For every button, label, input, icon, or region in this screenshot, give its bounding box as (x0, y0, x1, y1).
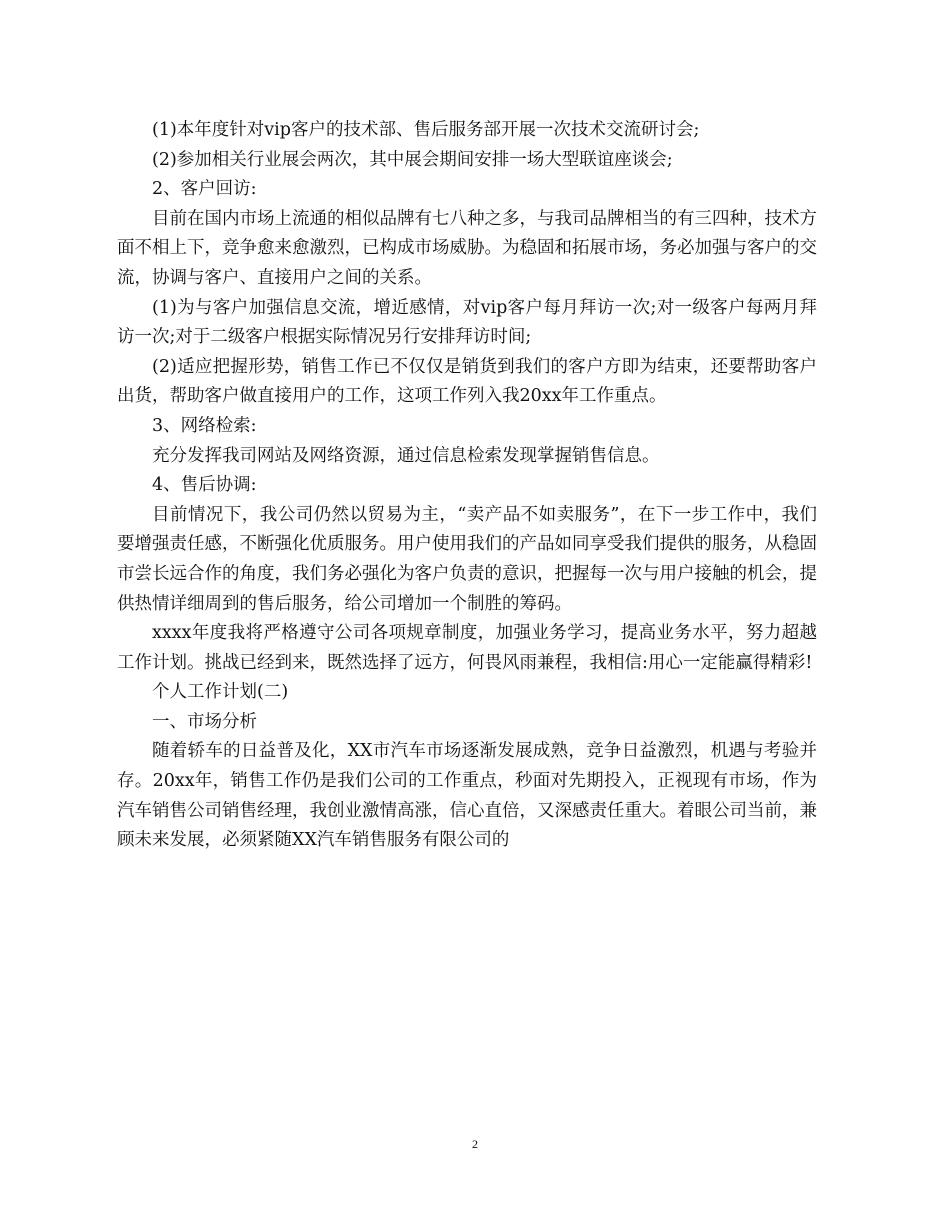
section-heading-customer-visit: 2、客户回访: (152, 179, 257, 200)
section-heading-network-search: 3、网络检索: (152, 415, 257, 436)
section-heading-market-analysis: 一、市场分析 (152, 711, 257, 732)
paragraph-1: (1)本年度针对vip客户的技术部、售后服务部开展一次技术交流研讨会; (152, 120, 700, 140)
document-body (117, 116, 817, 856)
paragraph-6: (2)适应把握形势，销售工作已不仅仅是销货到我们的客户方即为结束，还要帮助客户出货，帮助客户做直接用户的工作，这项工作列入我20xx年工作重点。 (117, 356, 817, 407)
section-heading-after-sales: 4、售后协调: (152, 475, 257, 496)
page-number: 2 (472, 1137, 478, 1151)
paragraph-8: 充分发挥我司网站及网络资源，通过信息检索发现掌握销售信息。 (152, 445, 660, 466)
paragraph-11: xxxx年度我将严格遵守公司各项规章制度，加强业务学习，提高业务水平，努力超越工作计划。挑战已经到来，既然选择了远方，何畏风雨兼程，我相信:用心一定能赢得精彩! (117, 623, 817, 673)
paragraph-4: 目前在国内市场上流通的相似品牌有七八种之多，与我司品牌相当的有三四种，技术方面不相上下，竞争愈来愈激烈，已构成市场威胁。为稳固和拓展市场，务必加强与客户的交流，协调与客户、直接用户之间的关系。 (117, 208, 817, 288)
paragraph-10: 目前情况下，我公司仍然以贸易为主，“卖产品不如卖服务”，在下一步工作中，我们要增强责任感，不断强化优质服务。用户使用我们的产品如同享受我们提供的服务，从稳固市尝长远合作的角度，我们务必强化为客户负责的意识，把握每一次与用户接触的机会，提供热情详细周到的售后服务，给公司增加一个制胜的筹码。 (117, 504, 817, 614)
paragraph-2: (2)参加相关行业展会两次，其中展会期间安排一场大型联谊座谈会; (152, 149, 673, 170)
paragraph-14: 随着轿车的日益普及化，XX市汽车市场逐渐发展成熟，竞争日益激烈，机遇与考验并存。20xx年，销售工作仍是我们公司的工作重点，秒面对先期投入，正视现有市场，作为汽车销售公司销售经理，我创业激情高涨，信心直倍，又深感责任重大。着眼公司当前，兼顾未来发展，必须紧随XX汽车销售服务有限公司的 (117, 741, 817, 851)
section-title-plan-two: 个人工作计划(二) (152, 682, 289, 703)
paragraph-5: (1)为与客户加强信息交流，增近感情，对vip客户每月拜访一次;对一级客户每两月拜访一次;对于二级客户根据实际情况另行安排拜访时间; (117, 297, 817, 348)
